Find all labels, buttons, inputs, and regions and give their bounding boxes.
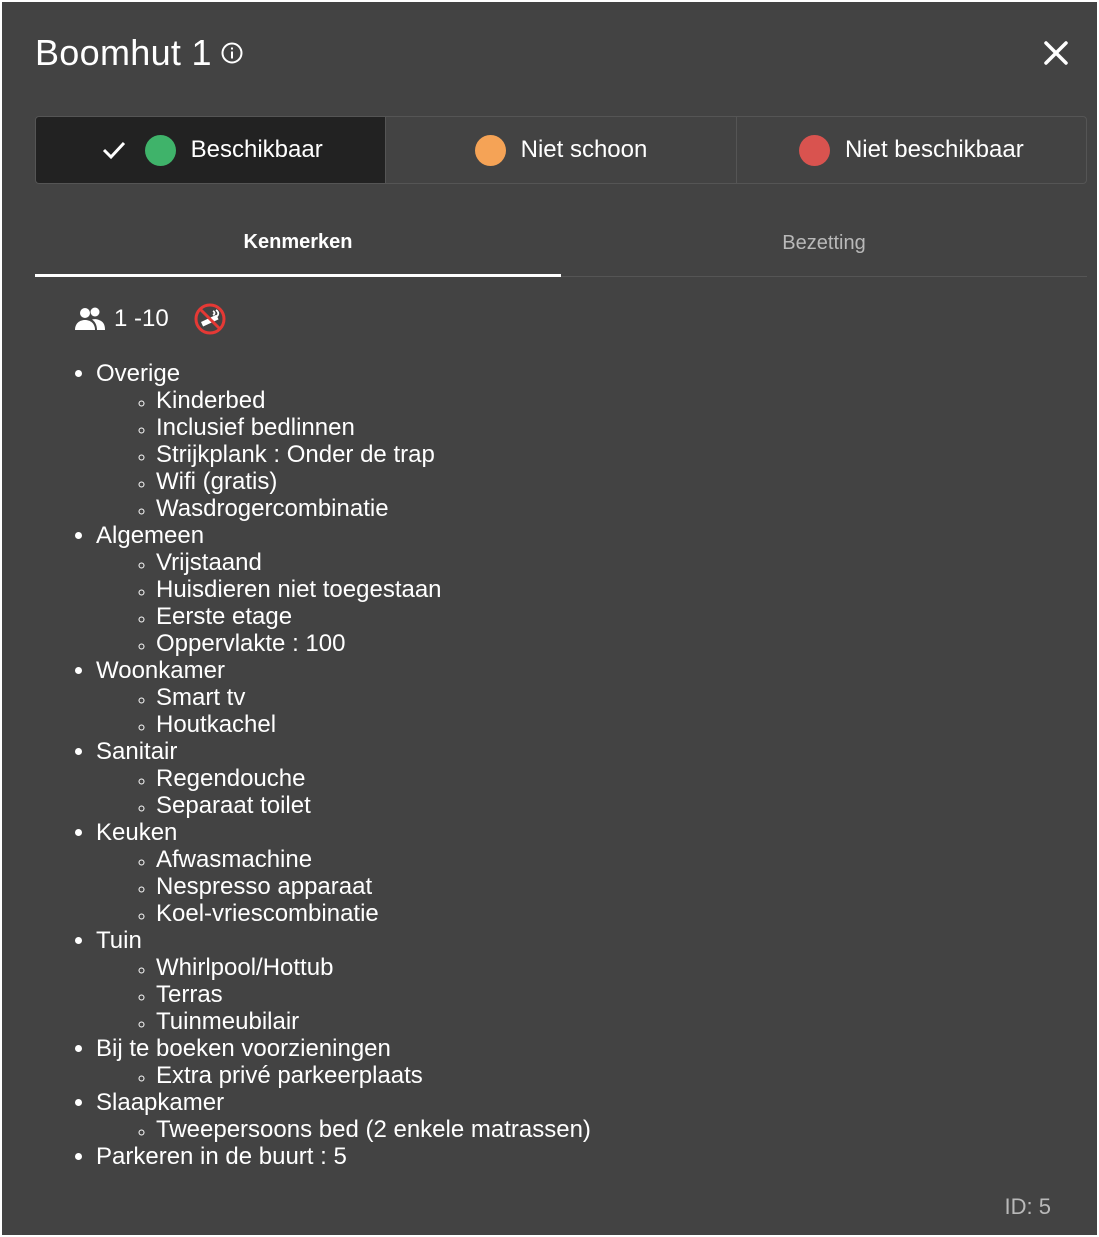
feature-item: ◦ Strijkplank : Onder de trap xyxy=(156,441,591,468)
feature-item: ◦ Eerste etage xyxy=(156,603,591,630)
feature-category xyxy=(96,927,591,1035)
feature-category xyxy=(96,1089,591,1143)
feature-item: ◦ Whirlpool/Hottub xyxy=(156,954,591,981)
feature-sublist xyxy=(96,684,591,738)
feature-item: ◦ Terras xyxy=(156,981,591,1008)
feature-sublist xyxy=(96,846,591,927)
feature-sublist xyxy=(96,1116,591,1143)
tab-bezetting[interactable]: Bezetting xyxy=(782,231,866,254)
feature-category-label: Woonkamer xyxy=(96,657,225,684)
close-icon xyxy=(1039,36,1073,70)
feature-category xyxy=(96,1035,591,1089)
feature-category-label: Bij te boeken voorzieningen xyxy=(96,1035,391,1062)
feature-item: ◦ Kinderbed xyxy=(156,387,591,414)
close-button[interactable] xyxy=(1039,36,1073,70)
id-label: ID: 5 xyxy=(1004,1194,1051,1219)
feature-item: ◦ Houtkachel xyxy=(156,711,591,738)
feature-item: ◦ Vrijstaand xyxy=(156,549,591,576)
status-unavailable-button[interactable] xyxy=(737,117,1086,183)
status-not-clean-label: Niet schoon xyxy=(520,136,648,163)
features-list xyxy=(96,360,591,1170)
dialog-title: Boomhut 1 xyxy=(35,32,212,73)
feature-sublist xyxy=(96,1062,591,1089)
feature-category xyxy=(96,1143,591,1170)
feature-category xyxy=(96,738,591,819)
feature-category-label: Keuken xyxy=(96,819,178,846)
feature-item: ◦ Wasdrogercombinatie xyxy=(156,495,591,522)
dialog-header xyxy=(35,32,244,74)
status-available-button[interactable] xyxy=(36,117,386,183)
check-icon xyxy=(99,135,129,165)
feature-item: ◦ Separaat toilet xyxy=(156,792,591,819)
feature-category xyxy=(96,360,591,522)
feature-item: ◦ Regendouche xyxy=(156,765,591,792)
feature-item: ◦ Inclusief bedlinnen xyxy=(156,414,591,441)
info-icon[interactable] xyxy=(220,41,244,65)
feature-category-label: Overige xyxy=(96,360,181,387)
feature-item: ◦ Smart tv xyxy=(156,684,591,711)
feature-category-label: Sanitair xyxy=(96,738,178,765)
feature-item: ◦ Nespresso apparaat xyxy=(156,873,591,900)
tab-bar xyxy=(35,214,1087,277)
feature-item: ◦ Oppervlakte : 100 xyxy=(156,630,591,657)
feature-category-label: Parkeren in de buurt : 5 xyxy=(96,1143,347,1170)
capacity-value: 1 -10 xyxy=(114,305,169,332)
feature-category xyxy=(96,657,591,738)
status-not-clean-dot xyxy=(475,135,506,166)
status-toggle-group xyxy=(35,116,1087,184)
feature-category-label: Algemeen xyxy=(96,522,205,549)
feature-category-label: Slaapkamer xyxy=(96,1089,225,1116)
feature-item: ◦ Huisdieren niet toegestaan xyxy=(156,576,591,603)
feature-item: ◦ Afwasmachine xyxy=(156,846,591,873)
feature-item: ◦ Koel-vriescombinatie xyxy=(156,900,591,927)
feature-sublist xyxy=(96,549,591,657)
capacity-row xyxy=(74,302,227,336)
accommodation-dialog xyxy=(2,2,1097,1235)
status-not-clean-button[interactable] xyxy=(386,117,736,183)
tab-kenmerken[interactable]: Kenmerken xyxy=(35,214,561,277)
feature-item: ◦ Extra privé parkeerplaats xyxy=(156,1062,591,1089)
feature-category xyxy=(96,522,591,657)
feature-item: ◦ Wifi (gratis) xyxy=(156,468,591,495)
status-available-label: Beschikbaar xyxy=(190,136,323,163)
feature-item: ◦ Tweepersoons bed (2 enkele matrassen) xyxy=(156,1116,591,1143)
feature-sublist xyxy=(96,954,591,1035)
people-icon xyxy=(74,306,106,332)
feature-category xyxy=(96,819,591,927)
feature-sublist xyxy=(96,765,591,819)
feature-category-label: Tuin xyxy=(96,927,142,954)
feature-sublist xyxy=(96,387,591,522)
no-smoking-icon xyxy=(193,302,227,336)
feature-item: ◦ Tuinmeubilair xyxy=(156,1008,591,1035)
status-available-dot xyxy=(145,135,176,166)
status-unavailable-label: Niet beschikbaar xyxy=(844,136,1024,163)
status-unavailable-dot xyxy=(799,135,830,166)
